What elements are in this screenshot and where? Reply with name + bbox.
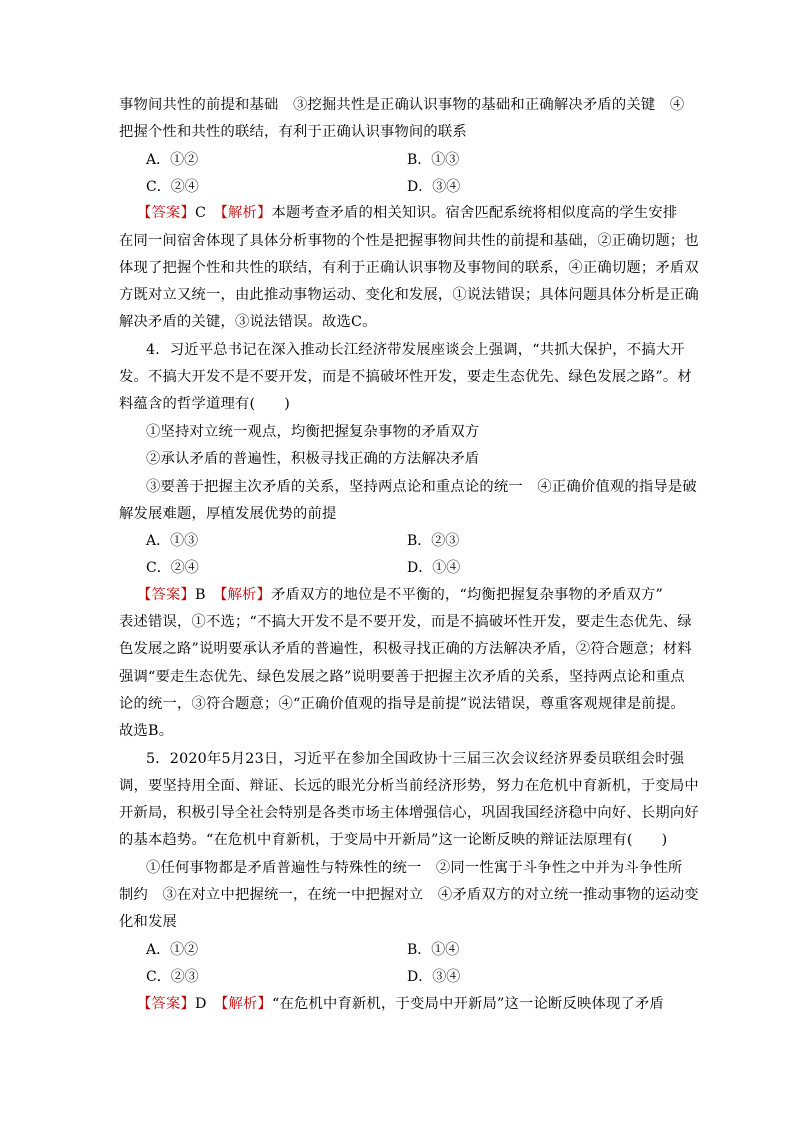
analysis-tag: 【解析】 <box>220 587 272 603</box>
answer-tag: 【答案】 <box>137 996 195 1012</box>
q3-stem-line-2: 把握个性和共性的联结，有利于正确认识事物间的联系 <box>119 124 467 140</box>
q4-answer-line <box>137 585 697 605</box>
q5-choice-2-cont: 化和发展 <box>119 914 177 930</box>
answer-value: D <box>195 996 222 1012</box>
q4-stem-line-1: 4．习近平总书记在深入推动长江经济带发展座谈会上强调，“共抓大保护，不搞大开 <box>146 342 685 358</box>
q4-option-b: B．②③ <box>407 533 460 549</box>
q4-analysis-line-2: 色发展之路”说明要承认矛盾的普遍性，积极寻找正确的方法解决矛盾，②符合题意；材料 <box>119 641 692 657</box>
q3-option-d: D．③④ <box>407 179 461 195</box>
q5-stem-line-1: 5．2020年5月23日，习近平在参加全国政协十三届三次会议经济界委员联组会时强 <box>146 751 685 767</box>
q3-option-c: C．②④ <box>146 179 199 195</box>
q5-option-d: D．③④ <box>407 969 461 985</box>
q3-answer-line <box>137 203 697 223</box>
analysis-text: “在危机中育新机，于变局中开新局”这一论断反映体现了矛盾 <box>272 996 664 1012</box>
q5-option-a: A．①② <box>146 942 199 958</box>
q4-option-d: D．①④ <box>407 560 461 576</box>
analysis-tag: 【解析】 <box>220 205 272 221</box>
analysis-text: 矛盾双方的地位是不平衡的，“均衡把握复杂事物的矛盾双方” <box>271 587 663 603</box>
answer-tag: 【答案】 <box>137 205 195 221</box>
q4-option-c: C．②④ <box>146 560 199 576</box>
q4-option-a: A．①③ <box>146 533 199 549</box>
q4-analysis-line-5: 故选B。 <box>119 723 174 739</box>
analysis-tag: 【解析】 <box>221 996 273 1012</box>
q5-choice-1: ①任何事物都是矛盾普遍性与特殊性的统一 ②同一性寓于斗争性之中并为斗争性所 <box>146 860 683 876</box>
q4-analysis-line-1: 表述错误，①不选；“不搞大开发不是不要开发，而是不搞破坏性开发，要走生态优先、绿 <box>119 614 692 630</box>
q4-choice-2: ②承认矛盾的普遍性，积极寻找正确的方法解决矛盾 <box>146 451 480 467</box>
q3-option-a: A．①② <box>146 152 199 168</box>
q5-answer-line <box>137 994 697 1014</box>
answer-value: C <box>195 205 221 221</box>
q4-stem-line-2: 发。不搞大开发不是不要开发，而是不搞破坏性开发，要走生态优先、绿色发展之路”。材 <box>119 369 692 385</box>
answer-tag: 【答案】 <box>137 587 195 603</box>
q5-option-b: B．①④ <box>407 942 460 958</box>
q4-stem-line-3: 料蕴含的哲学道理有( ) <box>119 396 291 412</box>
q3-analysis-line-1: 在同一间宿舍体现了具体分析事物的个性是把握事物间共性的前提和基础，②正确切题；也 <box>119 233 699 249</box>
q4-analysis-line-3: 强调“要走生态优先、绿色发展之路”说明要善于把握主次矛盾的关系，坚持两点论和重点 <box>119 669 685 685</box>
q3-analysis-line-2: 体现了把握个性和共性的联结，有利于正确认识事物及事物间的联系，④正确切题；矛盾双 <box>119 260 699 276</box>
q4-choice-1: ①坚持对立统一观点，均衡把握复杂事物的矛盾双方 <box>146 424 480 440</box>
q3-stem-line-1: 事物间共性的前提和基础 ③挖掘共性是正确认识事物的基础和正确解决矛盾的关键 ④ <box>119 97 685 113</box>
q5-choice-1-cont: 制约 ③在对立中把握统一，在统一中把握对立 ④矛盾双方的对立统一推动事物的运动变 <box>119 887 699 903</box>
q4-choice-3: ③要善于把握主次矛盾的关系，坚持两点论和重点论的统一 ④正确价值观的指导是破 <box>146 479 697 495</box>
analysis-text: 本题考查矛盾的相关知识。宿舍匹配系统将相似度高的学生安排 <box>271 205 678 221</box>
q5-stem-line-3: 开新局，积极引导全社会特别是各类市场主体增强信心，巩固我国经济稳中向好、长期向好 <box>119 805 699 821</box>
q3-analysis-line-4: 解决矛盾的关键，③说法错误。故选C。 <box>119 314 377 330</box>
answer-value: B <box>195 587 221 603</box>
q5-option-c: C．②③ <box>146 969 199 985</box>
q3-analysis-line-3: 方既对立又统一，由此推动事物运动、变化和发展，①说法错误；具体问题具体分析是正确 <box>119 287 699 303</box>
q4-choice-3-cont: 解发展难题，厚植发展优势的前提 <box>119 506 337 522</box>
q4-analysis-line-4: 论的统一，③符合题意；④“正确价值观的指导是前提”说法错误，尊重客观规律是前提。 <box>119 696 685 712</box>
q5-stem-line-4: 的基本趋势。“在危机中育新机，于变局中开新局”这一论断反映的辩证法原理有( ) <box>119 832 668 848</box>
q5-stem-line-2: 调，要坚持用全面、辩证、长远的眼光分析当前经济形势，努力在危机中育新机，于变局中 <box>119 778 699 794</box>
q3-option-b: B．①③ <box>407 152 460 168</box>
